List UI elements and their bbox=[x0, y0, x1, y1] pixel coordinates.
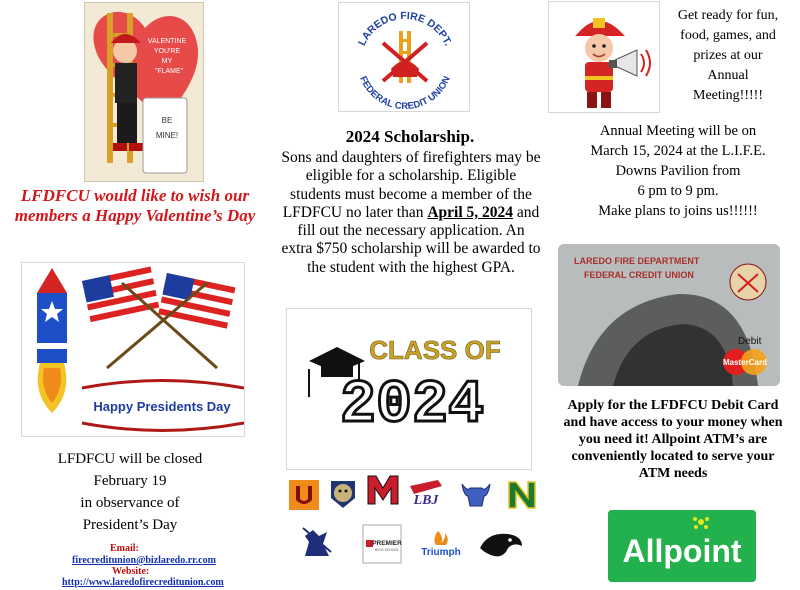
debit-card-art bbox=[558, 244, 780, 386]
firefighter-kid-illustration bbox=[549, 2, 660, 113]
year-text: 2024 bbox=[339, 372, 485, 440]
meeting-details bbox=[560, 121, 796, 221]
lfdfcu-logo bbox=[338, 2, 470, 112]
closed-notice bbox=[20, 448, 240, 536]
email-link[interactable]: firecreditunion@bizlaredo.rr.com bbox=[72, 555, 216, 566]
valentine-message: LFDFCU would like to wish our members a Happy Valentine’s Day bbox=[14, 186, 256, 225]
svg-text:FEDERAL CREDIT UNION bbox=[357, 74, 453, 112]
presidents-banner: Happy Presidents Day bbox=[93, 399, 231, 414]
school-u-icon bbox=[287, 478, 321, 512]
school-logo-premier bbox=[362, 524, 402, 564]
atm-info: Apply for the LFDFCU Debit Card and have access to your money when you need it! Allpoint ATM’s are conveniently located to serve your ATM needs bbox=[563, 398, 783, 481]
bulldog-icon bbox=[326, 476, 360, 510]
meeting-line: Downs Pavilion from bbox=[615, 163, 741, 179]
teaser-line: prizes at our bbox=[693, 48, 763, 63]
bull-icon bbox=[458, 478, 494, 512]
school-logo-bulldog bbox=[326, 476, 360, 510]
teaser-line: Meeting!!!!! bbox=[693, 88, 763, 103]
meeting-teaser bbox=[662, 6, 794, 106]
class-of-2024-art bbox=[287, 309, 532, 470]
school-logo-lbj bbox=[408, 476, 442, 510]
credit-union-emblem bbox=[339, 3, 470, 112]
knight-icon bbox=[297, 522, 337, 562]
logo-top-text: LAREDO FIRE DEPT. bbox=[356, 9, 454, 48]
school-logo-bull bbox=[458, 478, 492, 512]
scholarship-title: 2024 Scholarship. bbox=[345, 127, 475, 146]
closed-line: February 19 bbox=[93, 473, 167, 489]
triumph-text: Triumph bbox=[421, 547, 461, 558]
presidents-day-image bbox=[21, 262, 245, 437]
school-n-icon bbox=[505, 478, 539, 512]
meeting-line: Make plans to joins us!!!!!! bbox=[598, 203, 758, 219]
meeting-line: March 15, 2024 at the L.I.F.E. bbox=[590, 143, 766, 159]
scholarship-deadline: April 5, 2024 bbox=[427, 203, 514, 221]
triumph-icon bbox=[418, 527, 464, 559]
teaser-line: Annual bbox=[707, 68, 749, 83]
teaser-line: food, games, and bbox=[680, 28, 776, 43]
website-label: Website: bbox=[112, 566, 150, 577]
card-line: YOU'RE bbox=[153, 48, 181, 55]
website-link[interactable]: http://www.laredofirecreditunion.com bbox=[62, 577, 224, 588]
scholarship-text: and fill out the necessary application. An extra $750 scholarship will be awarded to the student with the highest GPA. bbox=[281, 203, 541, 276]
svg-text:LAREDO FIRE DEPT. bbox=[356, 10, 454, 48]
firefighter-megaphone-image bbox=[548, 1, 660, 113]
closed-line: President’s Day bbox=[82, 517, 178, 533]
school-logo-triumph bbox=[418, 527, 464, 559]
closed-line: LFDFCU will be closed bbox=[57, 451, 203, 467]
card-line1: LAREDO FIRE DEPARTMENT bbox=[574, 256, 700, 266]
debit-card-image bbox=[558, 244, 780, 386]
lbj-icon bbox=[408, 476, 444, 510]
closed-line: in observance of bbox=[80, 495, 180, 511]
card-line2: FEDERAL CREDIT UNION bbox=[584, 270, 694, 280]
panther-icon bbox=[478, 528, 524, 562]
allpoint-logo bbox=[608, 510, 756, 582]
allpoint-text: Allpoint bbox=[622, 533, 742, 569]
scholarship-text: Sons and daughters of firefighters may be eligible for a scholarship. Eligible students must become a member of the LFDFCU no later than bbox=[281, 149, 541, 221]
premier-subtext: HIGH SCHOOL bbox=[374, 548, 400, 552]
class-of-text: CLASS OF bbox=[369, 335, 501, 365]
school-logo-knight bbox=[297, 522, 337, 562]
svg-text:LBJ: LBJ bbox=[413, 493, 439, 508]
school-logo-n bbox=[505, 478, 539, 512]
school-logo-m bbox=[366, 472, 400, 506]
school-m-icon bbox=[366, 472, 400, 510]
meeting-line: 6 pm to 9 pm. bbox=[637, 183, 719, 199]
valentine-card-image bbox=[84, 2, 204, 182]
card-line: BE bbox=[161, 116, 173, 125]
allpoint-logo-art bbox=[608, 510, 756, 582]
scholarship-body bbox=[281, 149, 541, 277]
school-logo-panther bbox=[478, 528, 524, 562]
meeting-line: Annual Meeting will be on bbox=[599, 123, 757, 139]
card-line: MINE! bbox=[155, 131, 179, 140]
presidents-day-illustration bbox=[22, 263, 245, 437]
card-line: VALENTINE bbox=[147, 38, 187, 45]
card-brand: MasterCard bbox=[722, 358, 768, 367]
card-line: MY bbox=[161, 58, 173, 65]
class-of-2024-graphic bbox=[286, 308, 532, 470]
logo-bottom-text: FEDERAL CREDIT UNION bbox=[357, 74, 453, 112]
card-line: "FLAME" bbox=[154, 68, 184, 75]
premier-icon bbox=[362, 524, 402, 564]
premier-text: PREMIER bbox=[372, 540, 402, 547]
valentine-illustration bbox=[85, 3, 203, 181]
teaser-line: Get ready for fun, bbox=[677, 8, 779, 23]
card-debit-label: Debit bbox=[738, 336, 762, 347]
email-label: Email: bbox=[110, 543, 139, 554]
school-logo-u bbox=[287, 478, 321, 512]
